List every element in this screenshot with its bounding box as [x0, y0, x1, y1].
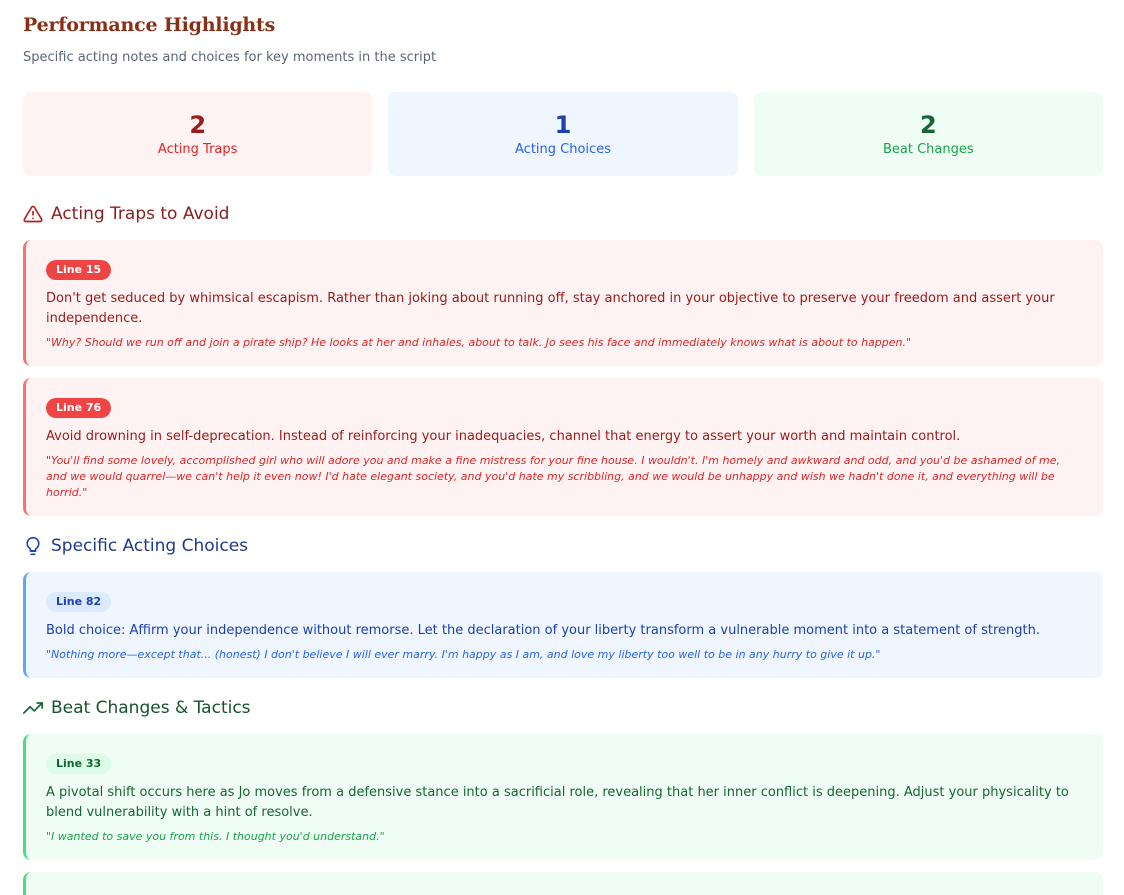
section-title-beats: Beat Changes & Tactics — [51, 698, 251, 718]
trap-note-card — [23, 240, 1103, 366]
script-quote: "I wanted to save you from this. I thought you'd understand." — [46, 830, 385, 843]
beat-note-card — [23, 734, 1103, 860]
section-title-traps: Acting Traps to Avoid — [51, 204, 230, 224]
warning-triangle-icon — [23, 204, 43, 224]
stat-count-traps: 2 — [189, 111, 207, 139]
line-badge: Line 33 — [46, 754, 111, 774]
stat-card-choices — [388, 92, 737, 176]
page-title: Performance Highlights — [23, 14, 276, 36]
stat-card-beats — [754, 92, 1103, 176]
stat-label-choices: Acting Choices — [515, 142, 611, 157]
section-header-traps — [23, 202, 229, 226]
script-quote: "Why? Should we run off and join a pirate ship? He looks at her and inhales, about to talk. Jo sees his face and immediately knows what is about to happen." — [46, 336, 912, 349]
stats-row — [23, 92, 1103, 176]
stat-label-traps: Acting Traps — [157, 142, 238, 157]
script-quote: "Nothing more—except that... (honest) I don't believe I will ever marry. I'm happy as I am, and love my liberty too well to be in any hurry to give it up." — [46, 648, 881, 661]
section-title-choices: Specific Acting Choices — [51, 536, 249, 556]
note-text: Don't get seduced by whimsical escapism. Rather than joking about running off, stay anchored in your objective to preserve your freedom and assert your independence. — [46, 291, 1055, 326]
line-badge: Line 76 — [46, 398, 111, 418]
stat-count-beats: 2 — [919, 111, 937, 139]
stat-card-traps — [23, 92, 372, 176]
note-text: Avoid drowning in self-deprecation. Instead of reinforcing your inadequacies, channel that energy to assert your worth and maintain control. — [46, 429, 961, 444]
trap-note-card — [23, 378, 1103, 516]
section-header-beats — [23, 696, 251, 720]
page-subtitle: Specific acting notes and choices for key moments in the script — [23, 50, 437, 65]
choice-note-card — [23, 572, 1103, 678]
line-badge: Line 82 — [46, 592, 111, 612]
section-header-choices — [23, 534, 248, 558]
trending-up-icon — [23, 698, 43, 718]
line-badge: Line 15 — [46, 260, 111, 280]
note-text: A pivotal shift occurs here as Jo moves from a defensive stance into a sacrificial role, revealing that her inner conflict is deepening. Adjust your physicality to blend vulnerability with a hint of resolve. — [46, 785, 1069, 820]
stat-count-choices: 1 — [554, 111, 572, 139]
beat-note-card-partial — [23, 872, 1103, 895]
lightbulb-icon — [23, 536, 43, 556]
note-text: Bold choice: Affirm your independence without remorse. Let the declaration of your liberty transform a vulnerable moment into a statement of strength. — [46, 623, 1040, 638]
script-quote: "You'll find some lovely, accomplished girl who will adore you and make a fine mistress for your fine house. I wouldn't. I'm homely and awkward and odd, and you'd be ashamed of me, and we would quarrel—we can't help it even now! I'd hate elegant society, and you'd hate my scribbling, and we would be unhappy and wish we hadn't done it, and everything will be horrid." — [46, 454, 1060, 499]
stat-label-beats: Beat Changes — [882, 142, 974, 157]
